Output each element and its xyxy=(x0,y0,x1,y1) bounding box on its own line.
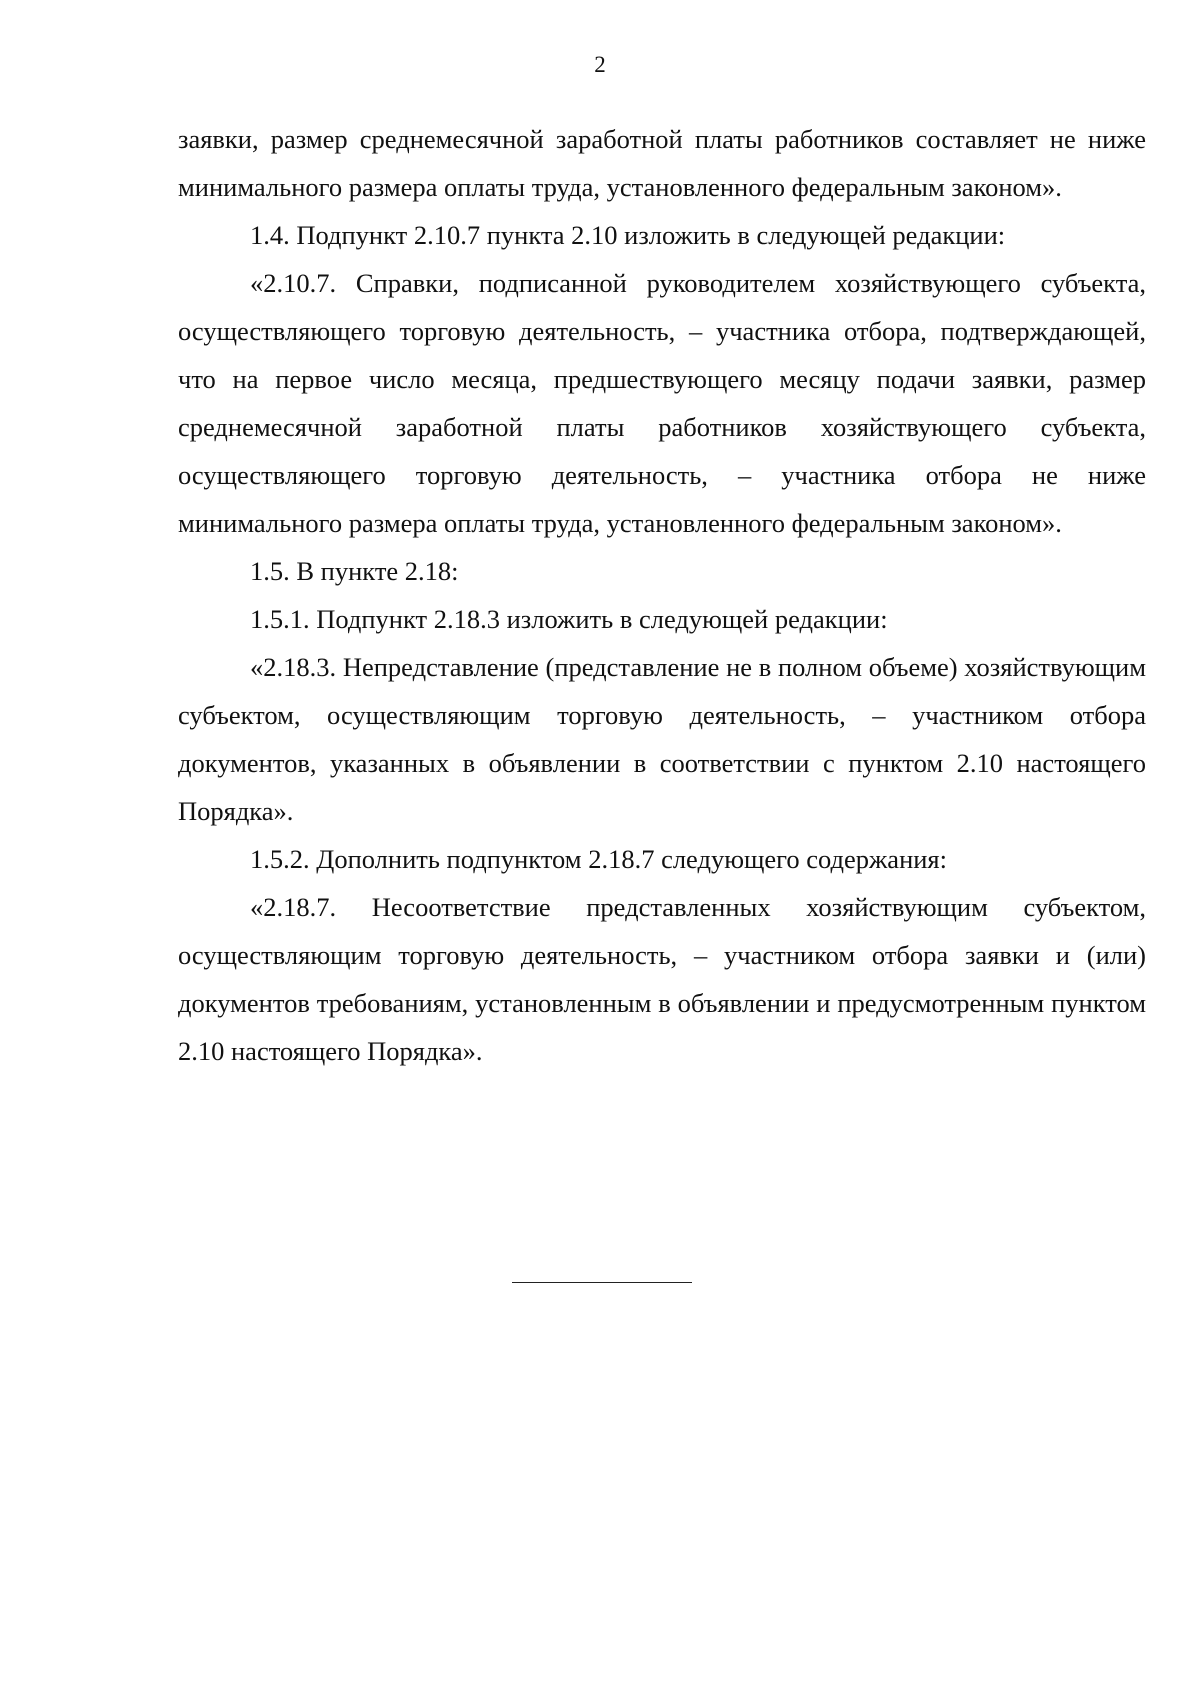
paragraph-1-4: 1.4. Подпункт 2.10.7 пункта 2.10 изложить в следующей редакции: xyxy=(250,220,1006,250)
paragraph-2-10-7: «2.10.7. Справки, подписанной руководителем хозяйствующего субъекта, осуществляющего торговую деятельность, – участника отбора, подтверждающей, что на первое число месяца, предшествующего месяцу подачи заявки, размер среднемесячной заработной платы работников хозяйствующего субъекта, осуществляющего торговую деятельность, – участника отбора не ниже минимального размера оплаты труда, установленного федеральным законом». xyxy=(178,268,1146,538)
paragraph-1-5: 1.5. В пункте 2.18: xyxy=(250,556,459,586)
document-body xyxy=(178,115,1146,1075)
page-number: 2 xyxy=(594,52,606,77)
closing-divider-line xyxy=(512,1282,692,1283)
paragraph-1-5-1: 1.5.1. Подпункт 2.18.3 изложить в следующей редакции: xyxy=(250,604,888,634)
paragraph-1-5-2: 1.5.2. Дополнить подпунктом 2.18.7 следующего содержания: xyxy=(250,844,947,874)
paragraph-continuation: заявки, размер среднемесячной заработной платы работников составляет не ниже минимального размера оплаты труда, установленного федеральным законом». xyxy=(178,124,1146,202)
paragraph-2-18-3: «2.18.3. Непредставление (представление не в полном объеме) хозяйствующим субъектом, осуществляющим торговую деятельность, – участником отбора документов, указанных в объявлении в соответствии с пунктом 2.10 настоящего Порядка». xyxy=(178,652,1146,826)
paragraph-2-18-7: «2.18.7. Несоответствие представленных хозяйствующим субъектом, осуществляющим торговую деятельность, – участником отбора заявки и (или) документов требованиям, установленным в объявлении и предусмотренным пунктом 2.10 настоящего Порядка». xyxy=(178,892,1146,1066)
